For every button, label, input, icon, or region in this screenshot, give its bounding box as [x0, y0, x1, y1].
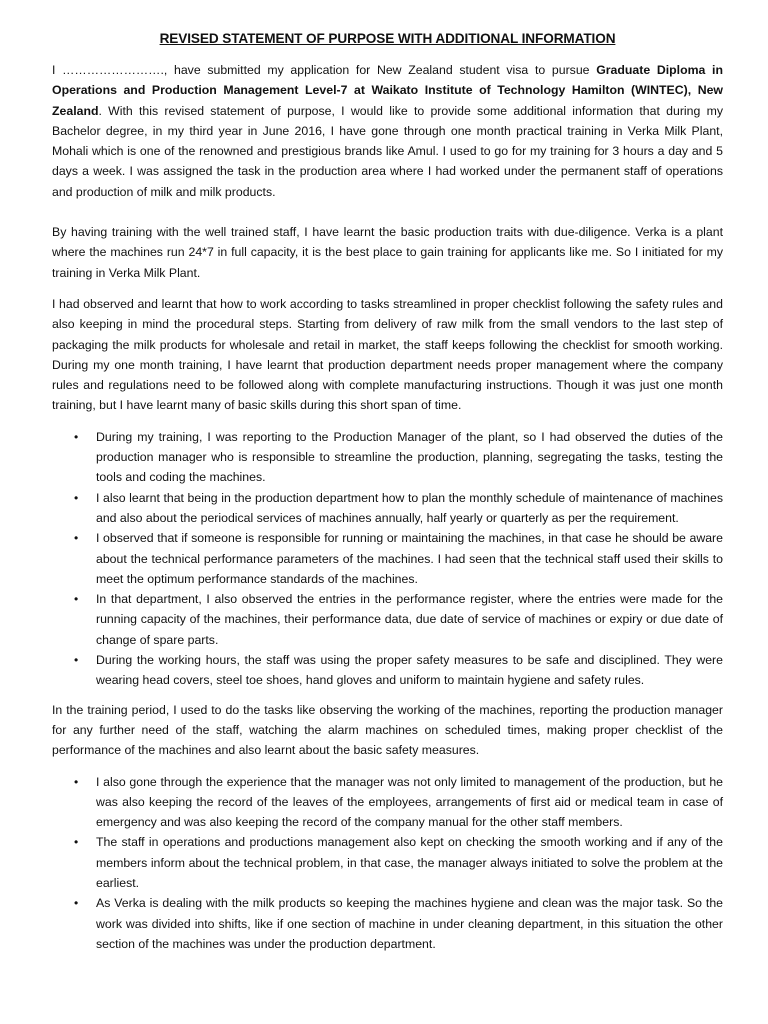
intro-text-start: I ……………………., have submitted my application for New Zealand student visa to pursue: [52, 63, 597, 77]
bullet-icon: •: [74, 774, 79, 789]
list-item: [52, 772, 723, 833]
list-item-text: I observed that if someone is responsible for running or maintaining the machines, in that case he should be aware about the technical performance parameters of the machines. I had seen that the technical staff used their skills to meet the optimum performance standards of the machines.: [96, 531, 723, 586]
list-item: [52, 893, 723, 954]
list-item: [52, 650, 723, 691]
bullet-icon: •: [74, 592, 79, 607]
bullet-icon: •: [74, 835, 79, 850]
list-item-text: I also gone through the experience that the manager was not only limited to management of the production, but he was also keeping the record of the leaves of the employees, arrangements of first aid or medical team in case of emergency and was also keeping the record of the company manual for the other staff members.: [96, 774, 723, 830]
intro-program-name: Graduate Diploma in Operations and Production Management Level-7 at Waikato Institute of Technology Hamilton (WINTEC), New Zealand: [52, 63, 723, 118]
bullet-icon: •: [74, 531, 79, 546]
list-item: [52, 427, 723, 488]
duties-list: [52, 427, 723, 691]
list-item: [52, 528, 723, 589]
training-paragraph: By having training with the well trained staff, I have learnt the basic production traits with due-diligence. Verka is a plant where the machines run 24*7 in full capacity, it is the best place to gain training for applicants like me. So I initiated for my training in Verka Milk Plant.: [52, 225, 723, 280]
bullet-icon: •: [74, 429, 79, 444]
list-item-text: During my training, I was reporting to the Production Manager of the plant, so I had observed the duties of the production manager who is responsible to streamline the production, planning, segregating the tasks, testing the tools and coding the machines.: [96, 429, 723, 485]
list-item-text: During the working hours, the staff was using the proper safety measures to be safe and disciplined. They were wearing head covers, steel toe shoes, hand gloves and uniform to maintain hygiene and safety rules.: [96, 653, 723, 688]
list-item: [52, 589, 723, 650]
list-item-text: As Verka is dealing with the milk products so keeping the machines hygiene and clean was the major task. So the work was divided into shifts, like if one section of machine in under cleaning department, in this situation the other section of the machines was under the production department.: [96, 896, 723, 951]
document-title: REVISED STATEMENT OF PURPOSE WITH ADDITIONAL INFORMATION: [159, 31, 616, 46]
list-item-text: The staff in operations and productions management also kept on checking the smooth working and if any of the members inform about the technical problem, in that case, the manager always initiated to solve the problem at the earliest.: [96, 835, 723, 890]
list-item: [52, 832, 723, 893]
experience-list: [52, 772, 723, 955]
bullet-icon: •: [74, 896, 79, 911]
list-item-text: I also learnt that being in the production department how to plan the monthly schedule of maintenance of machines and also about the periodical services of machines annually, half yearly or quarterly as per the requirement.: [96, 490, 723, 525]
document-page: [52, 30, 723, 954]
intro-paragraph: [52, 60, 723, 202]
bullet-icon: •: [74, 490, 79, 505]
list-item-text: In that department, I also observed the entries in the performance register, where the entries were made for the running capacity of the machines, their performance data, due date of service of machines or expiry or due date of change of spare parts.: [96, 592, 723, 647]
intro-text-end: . With this revised statement of purpose, I would like to provide some additional information that during my Bachelor degree, in my third year in June 2016, I have gone through one month practical training in Verka Milk Plant, Mohali which is one of the renowned and prestigious brands like Amul. I used to go for my training for 3 hours a day and 5 days a week. I was assigned the task in the production area where I had worked under the permanent staff of operations and production of milk and milk products.: [52, 103, 723, 199]
bullet-icon: •: [74, 653, 79, 668]
list-item: [52, 488, 723, 529]
training-period-paragraph: In the training period, I used to do the tasks like observing the working of the machines, reporting the production manager for any further need of the staff, watching the alarm machines on scheduled times, making proper checklist of the performance of the machines and also learnt about the basic safety measures.: [52, 702, 723, 758]
observation-paragraph: I had observed and learnt that how to work according to tasks streamlined in proper checklist following the safety rules and also keeping in mind the procedural steps. Starting from delivery of raw milk from the small vendors to the last step of packaging the milk products for wholesale and retail in market, the staff keeps following the checklist for smooth working. During my one month training, I have learnt that production department needs proper management where the company rules and regulations need to be followed along with complete manufacturing instructions. Though it was just one month training, but I have learnt many of basic skills during this short span of time.: [52, 296, 723, 413]
